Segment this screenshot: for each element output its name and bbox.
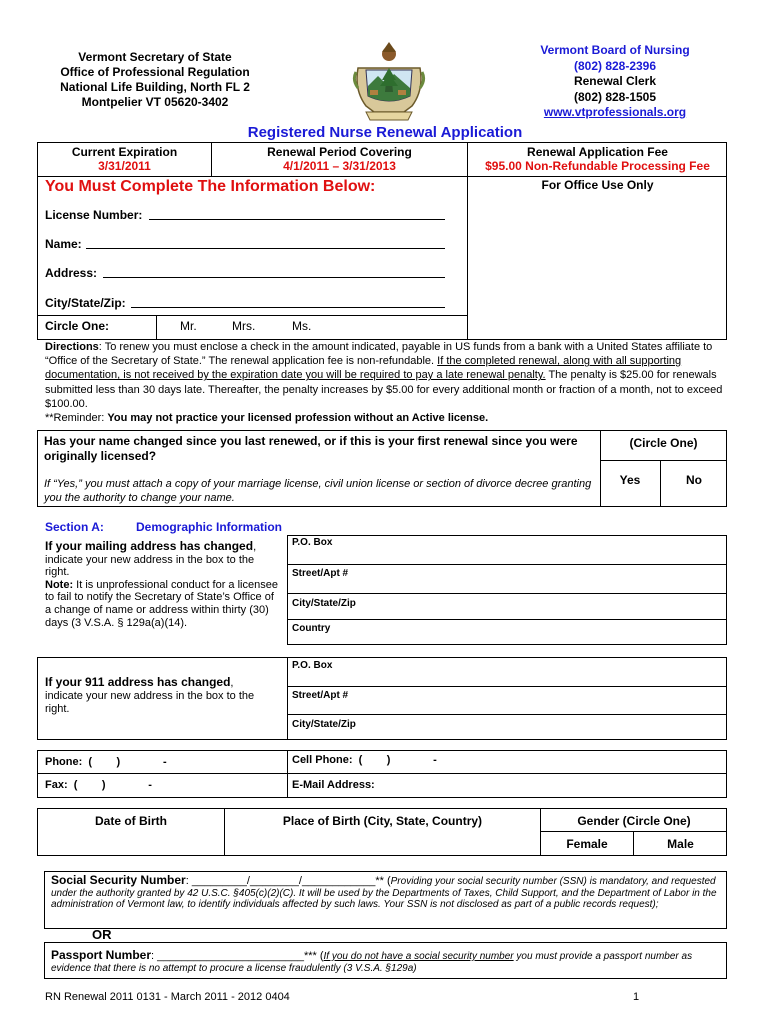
gender-female[interactable]: Female bbox=[566, 837, 608, 851]
fax-field[interactable]: Fax: ( ) - bbox=[45, 779, 152, 791]
current-expiration-label: Current Expiration bbox=[71, 145, 178, 159]
form-title: Registered Nurse Renewal Application bbox=[247, 124, 523, 141]
title-option-ms[interactable]: Ms. bbox=[292, 319, 312, 333]
board-name: Vermont Board of Nursing bbox=[540, 43, 690, 57]
name-label: Name: bbox=[45, 237, 82, 251]
mailing-street-label[interactable]: Street/Apt # bbox=[292, 568, 349, 579]
fee-value: $95.00 Non-Refundable Processing Fee bbox=[485, 159, 710, 173]
board-contact bbox=[505, 43, 725, 121]
footer-form-id: RN Renewal 2011 0131 - March 2011 - 2012 0404 bbox=[45, 991, 290, 1003]
title-option-mrs[interactable]: Mrs. bbox=[232, 319, 256, 333]
clerk-phone: (802) 828-1505 bbox=[573, 89, 657, 104]
agency-line: National Life Building, North FL 2 bbox=[60, 80, 250, 94]
mailing-po-box-label[interactable]: P.O. Box bbox=[292, 537, 333, 548]
passport-text: Passport Number: ________________________*** (If you do not have a social security number you must provide a passport number as evidence that there is no attempt to procure a license fraudulently (3 V.S.A. §129a) bbox=[51, 948, 693, 974]
ssn-field[interactable]: : _________/________/____________** ( bbox=[185, 875, 391, 887]
vermont-seal-logo bbox=[352, 40, 426, 122]
e911-street-label[interactable]: Street/Apt # bbox=[292, 690, 349, 701]
circle-one-label: Circle One: bbox=[45, 319, 110, 333]
name-change-yes[interactable]: Yes bbox=[619, 473, 641, 487]
license-number-label: License Number: bbox=[45, 208, 143, 222]
directions-text: Directions: To renew you must enclose a check in the amount indicated, payable in US funds from a bank with a United States affiliate to “Office of the Secretary of State.” The renewal application fee is non-refundable. If the completed renewal, along with all supporting documentation, is not received by the expiration date you will be required to pay a late renewal penalty. The penalty is $25.00 for renewals submitted less than 30 days late. Thereafter, the penalty increases by $5.00 for every additional month or fraction of a month, not to exceed $100.00. **Reminder: You may not practice your licensed profession without an Active license. bbox=[45, 341, 723, 425]
license-number-field[interactable] bbox=[149, 205, 445, 220]
renewal-clerk: Renewal Clerk bbox=[573, 74, 657, 88]
passport-label: Passport Number bbox=[51, 948, 152, 962]
name-change-no[interactable]: No bbox=[686, 473, 702, 487]
renewal-period-label: Renewal Period Covering bbox=[267, 145, 412, 159]
website-link[interactable]: www.vtprofessionals.org bbox=[543, 105, 687, 119]
ssn-text: Social Security Number: _________/________/____________** (Providing your social security number (SSN) is mandatory, and requested under the authority granted by 42 U.S.C. §405(c)(2)(C). It will be used by the Departments of Taxes, Child Support, and the Department of Labor in the administration of Vermont law, to identify individuals affected by such laws. Your SSN is not disclosed as part of a public records request); bbox=[51, 873, 717, 910]
email-field[interactable]: E-Mail Address: bbox=[292, 779, 375, 791]
passport-field[interactable]: : ________________________*** ( bbox=[151, 950, 324, 962]
date-of-birth-label[interactable]: Date of Birth bbox=[95, 814, 167, 828]
gender-male[interactable]: Male bbox=[667, 837, 694, 851]
gender-label: Gender (Circle One) bbox=[577, 814, 691, 828]
renewal-period-value: 4/1/2011 – 3/31/2013 bbox=[283, 159, 396, 173]
name-field[interactable] bbox=[86, 234, 445, 249]
board-phone: (802) 828-2396 bbox=[573, 58, 657, 73]
mailing-instructions: If your mailing address has changed, indicate your new address in the box to the right. Note: It is unprofessional conduct for a licensee to fail to notify the Secretary of State’s Office of a change of name or address within thirty (30) days (3 V.S.A. § 129a(a)(14). bbox=[45, 539, 278, 629]
fee-label: Renewal Application Fee bbox=[527, 145, 668, 159]
place-of-birth-label[interactable]: Place of Birth (City, State, Country) bbox=[282, 814, 483, 828]
name-change-question: Has your name changed since you last renewed, or if this is your first renewal since you were originally licensed? bbox=[44, 434, 578, 463]
e911-po-box-label[interactable]: P.O. Box bbox=[292, 660, 333, 671]
mailing-country-label[interactable]: Country bbox=[292, 623, 331, 634]
city-state-zip-label: City/State/Zip: bbox=[45, 296, 126, 310]
must-complete-heading: You Must Complete The Information Below: bbox=[45, 178, 376, 195]
e911-instructions: If your 911 address has changed, indicate your new address in the box to the right. bbox=[45, 675, 255, 715]
agency-line: Montpelier VT 05620-3402 bbox=[81, 95, 229, 109]
mailing-address-box bbox=[287, 535, 727, 645]
office-use-label: For Office Use Only bbox=[541, 178, 654, 192]
cell-phone-field[interactable]: Cell Phone: ( ) - bbox=[292, 754, 437, 766]
name-change-note: If “Yes,” you must attach a copy of your marriage license, civil union license or section of divorce decree granting you the authority to change your name. bbox=[44, 478, 592, 504]
section-a-label: Section A: bbox=[45, 520, 104, 534]
phone-field[interactable]: Phone: ( ) - bbox=[45, 756, 167, 768]
city-state-zip-field[interactable] bbox=[131, 293, 445, 308]
agency-line: Office of Professional Regulation bbox=[60, 65, 250, 79]
agency-line: Vermont Secretary of State bbox=[78, 50, 232, 64]
e911-city-label[interactable]: City/State/Zip bbox=[292, 719, 356, 730]
ssn-label: Social Security Number bbox=[51, 873, 186, 887]
agency-address bbox=[40, 50, 270, 110]
address-label: Address: bbox=[45, 266, 98, 280]
name-change-circle-label: (Circle One) bbox=[629, 436, 698, 450]
section-a-title: Demographic Information bbox=[136, 520, 283, 534]
mailing-city-label[interactable]: City/State/Zip bbox=[292, 598, 356, 609]
address-field[interactable] bbox=[103, 263, 445, 278]
current-expiration-value: 3/31/2011 bbox=[98, 159, 151, 173]
or-separator: OR bbox=[92, 927, 112, 942]
title-option-mr[interactable]: Mr. bbox=[180, 319, 197, 333]
page-number: 1 bbox=[633, 991, 640, 1003]
